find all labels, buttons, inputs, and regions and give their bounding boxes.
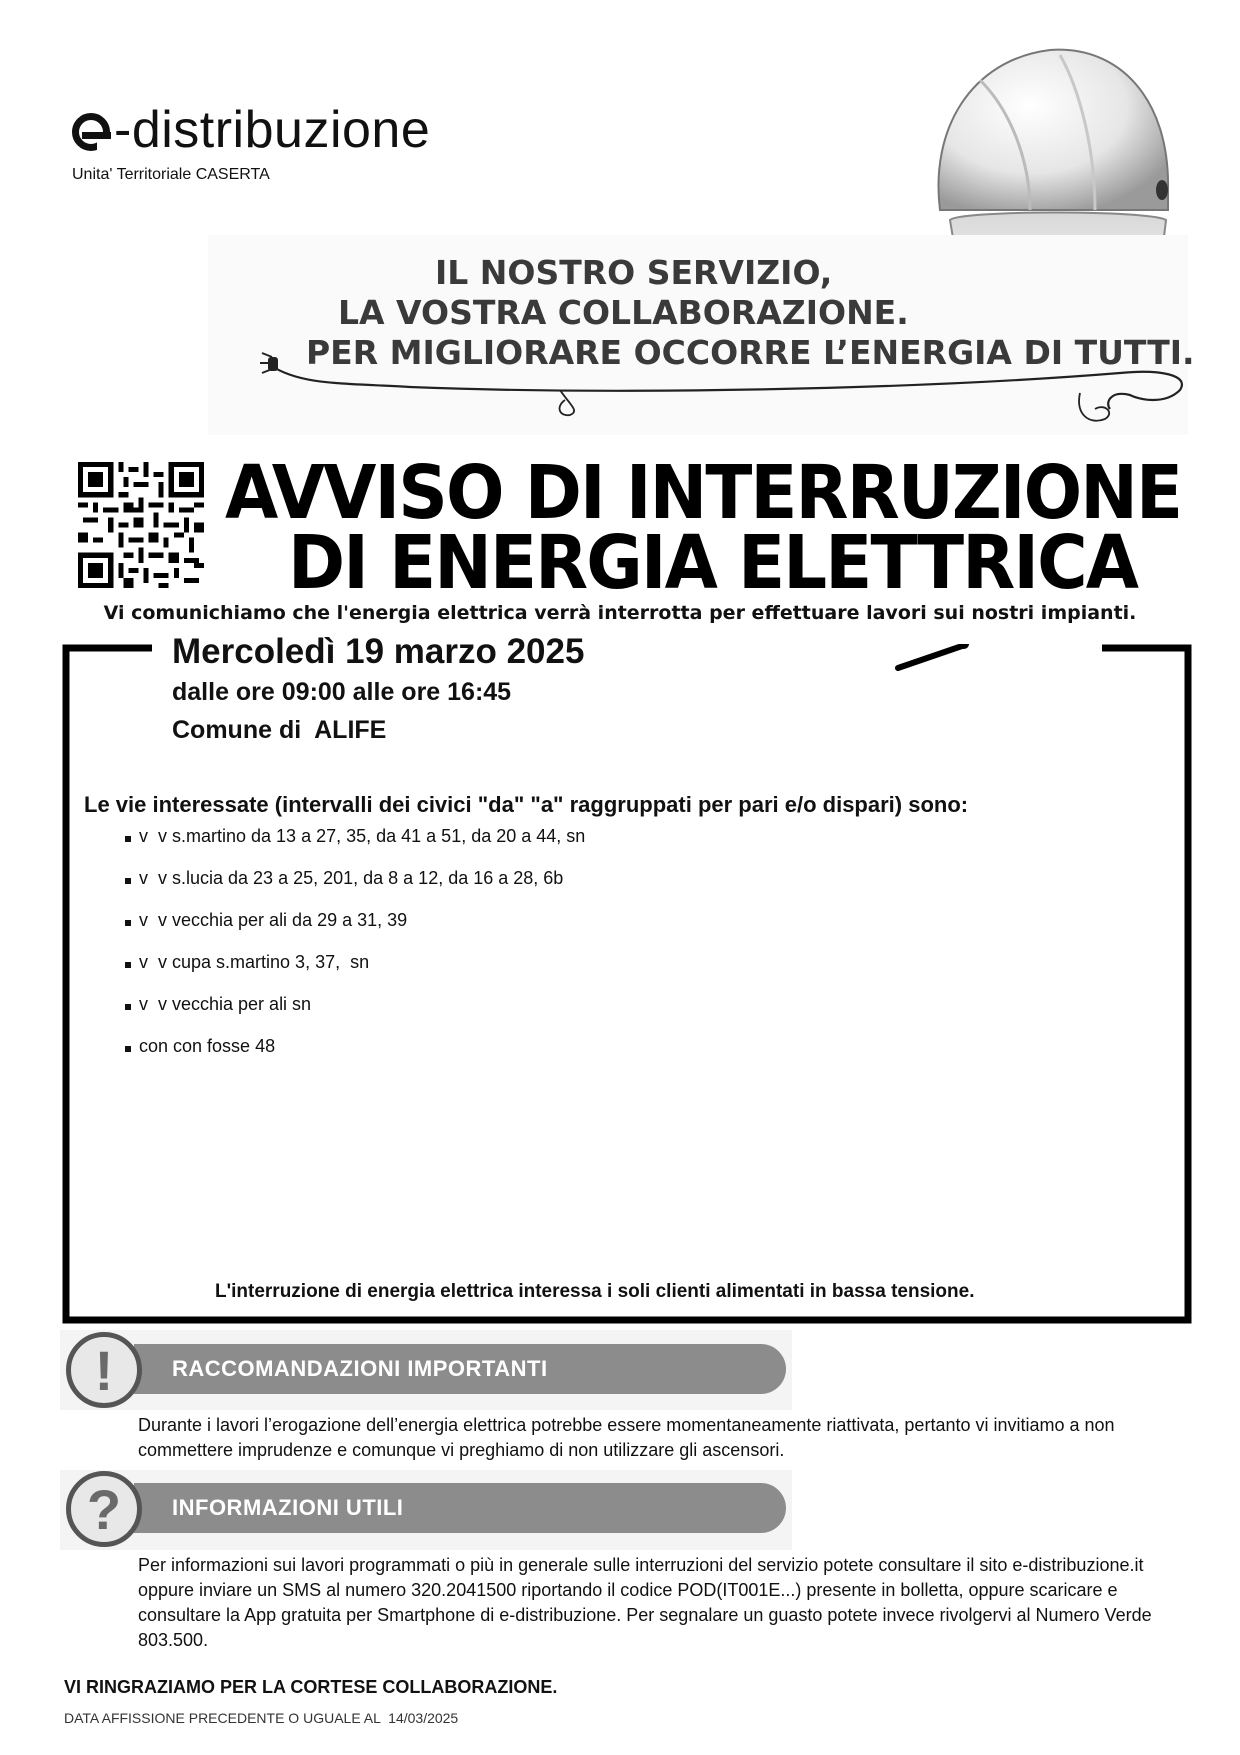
exclamation-icon: ! bbox=[66, 1332, 142, 1408]
list-item bbox=[120, 1036, 585, 1078]
logo-text: -distribuzione bbox=[114, 101, 431, 159]
recommendations-text: Durante i lavori l’erogazione dell’energia elettrica potrebbe essere momentaneamente riattivata, pertanto vi invitiamo a non commettere imprudenze e comunque vi preghiamo di non utilizzare gli ascensori. bbox=[138, 1415, 1115, 1460]
interruption-hours: dalle ore 09:00 alle ore 16:45 bbox=[172, 678, 512, 706]
list-item bbox=[120, 868, 585, 910]
street-text: v v vecchia per ali da 29 a 31, 39 bbox=[139, 910, 408, 930]
slogan-line-1: IL NOSTRO SERVIZIO, bbox=[435, 253, 833, 292]
bullet-icon bbox=[125, 836, 131, 842]
info-title: INFORMAZIONI UTILI bbox=[134, 1483, 786, 1533]
qr-code-icon bbox=[78, 462, 204, 588]
territorial-unit: Unita' Territoriale CASERTA bbox=[72, 166, 270, 183]
low-voltage-note: L'interruzione di energia elettrica interessa i soli clienti alimentati in bassa tensione. bbox=[215, 1281, 975, 1302]
bullet-icon bbox=[125, 1004, 131, 1010]
slogan-line-2: LA VOSTRA COLLABORAZIONE. bbox=[338, 293, 909, 332]
bullet-icon bbox=[125, 920, 131, 926]
e-logo-mark bbox=[72, 113, 110, 151]
posting-date: DATA AFFISSIONE PRECEDENTE O UGUALE AL 14/03/2025 bbox=[64, 1710, 459, 1726]
municipality: Comune di ALIFE bbox=[172, 716, 387, 744]
recommendations-title: RACCOMANDAZIONI IMPORTANTI bbox=[134, 1344, 786, 1394]
question-icon: ? bbox=[66, 1471, 142, 1547]
street-text: v v cupa s.martino 3, 37, sn bbox=[139, 952, 370, 972]
power-cable-illustration bbox=[260, 345, 1210, 445]
intro-text: Vi comunichiamo che l'energia elettrica verrà interrotta per effettuare lavori sui nostri impianti. bbox=[103, 602, 1137, 624]
bullet-icon bbox=[125, 962, 131, 968]
street-text: v v s.martino da 13 a 27, 35, da 41 a 51, da 20 a 44, sn bbox=[139, 826, 586, 846]
slogan-line-3: PER MIGLIORARE OCCORRE L’ENERGIA DI TUTTI. bbox=[306, 333, 1195, 372]
notice-headline-line-2: DI ENERGIA ELETTRICA bbox=[288, 520, 1138, 606]
e-distribuzione-logo bbox=[72, 101, 431, 159]
streets-list bbox=[120, 826, 585, 1078]
bullet-icon bbox=[125, 878, 131, 884]
streets-heading: Le vie interessate (intervalli dei civici "da" "a" raggruppati per pari e/o dispari) sono: bbox=[84, 792, 969, 817]
notice-headline-line-1: AVVISO DI INTERRUZIONE bbox=[225, 450, 1182, 536]
list-item bbox=[120, 910, 585, 952]
thanks-text: VI RINGRAZIAMO PER LA CORTESE COLLABORAZIONE. bbox=[64, 1677, 558, 1697]
bullet-icon bbox=[125, 1046, 131, 1052]
list-item bbox=[120, 994, 585, 1036]
street-text: con con fosse 48 bbox=[139, 1036, 276, 1056]
info-text: Per informazioni sui lavori programmati o più in generale sulle interruzioni del servizio potete consultare il sito e-distribuzione.it oppure inviare un SMS al numero 320.2041500 riportando il codice POD(IT001E...) presente in bolletta, oppure scaricare e consultare la App gratuita per Smartphone di e-distribuzione. Per segnalare un guasto potete invece rivolgervi al Numero Verde 803.500. bbox=[138, 1555, 1152, 1650]
list-item bbox=[120, 952, 585, 994]
street-text: v v s.lucia da 23 a 25, 201, da 8 a 12, da 16 a 28, 6b bbox=[139, 868, 564, 888]
list-item bbox=[120, 826, 585, 868]
interruption-date: Mercoledì 19 marzo 2025 bbox=[172, 632, 585, 671]
street-text: v v vecchia per ali sn bbox=[139, 994, 312, 1014]
